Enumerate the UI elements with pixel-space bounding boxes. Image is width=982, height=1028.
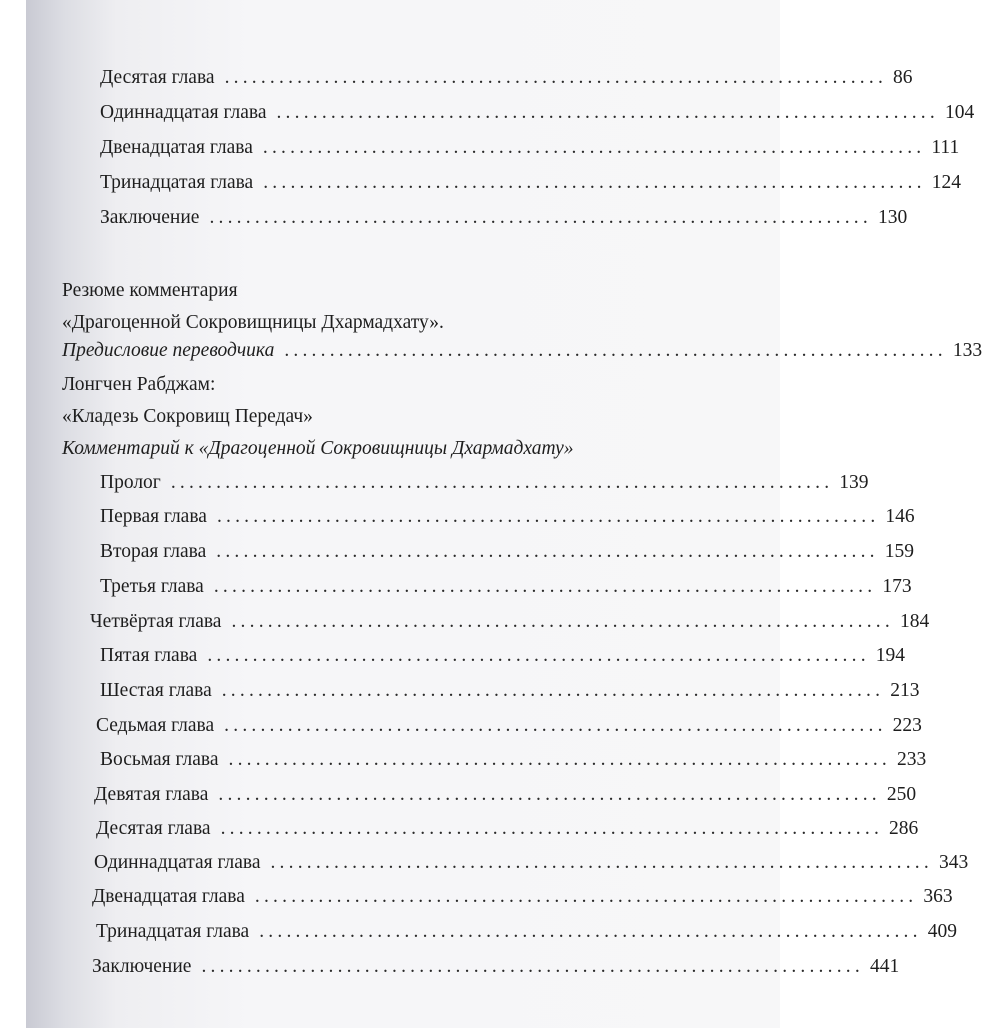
- toc-entry: [100, 576, 912, 606]
- leader-dots: .........................................................................: [213, 576, 877, 597]
- toc-entry: [100, 172, 961, 202]
- toc-entry-page: 86: [893, 67, 913, 88]
- toc-entry: [92, 886, 953, 916]
- toc-entry-page: 159: [884, 541, 915, 562]
- toc-entry-label: Предисловие переводчика: [62, 340, 275, 361]
- toc-entry-label: Заключение: [92, 956, 192, 977]
- leader-dots: .........................................................................: [254, 886, 918, 907]
- toc-entry: [100, 102, 975, 132]
- toc-entry-label: Шестая глава: [100, 680, 212, 701]
- toc-entry-label: Десятая глава: [100, 67, 215, 88]
- toc-entry: [94, 784, 917, 814]
- leader-dots: .........................................................................: [216, 506, 880, 527]
- toc-entry-page: 139: [839, 472, 869, 493]
- leader-dots: .........................................................................: [270, 852, 933, 873]
- toc-entry-page: 250: [886, 784, 917, 805]
- toc-entry: [100, 67, 913, 97]
- toc-entry: [100, 749, 927, 779]
- leader-dots: .........................................................................: [276, 102, 939, 123]
- toc-entry-label: Заключение: [100, 207, 200, 228]
- toc-entry-page: 173: [882, 576, 912, 597]
- toc-entry-label: Одиннадцатая глава: [94, 852, 261, 873]
- toc-entry-label: Седьмая глава: [96, 715, 215, 736]
- toc-entry-label: Девятая глава: [94, 784, 209, 805]
- leader-dots: .........................................................................: [220, 818, 884, 839]
- section-heading: Лонгчен Рабджам:: [62, 374, 216, 395]
- toc-entry-label: Вторая глава: [100, 541, 207, 562]
- toc-entry-label: Первая глава: [100, 506, 207, 527]
- toc-entry-page: 104: [944, 102, 975, 123]
- toc-entry-page: 146: [885, 506, 915, 527]
- toc-entry-page: 213: [890, 680, 920, 701]
- section-subtitle: Комментарий к «Драгоценной Сокровищницы Дхармадхату»: [62, 438, 574, 459]
- leader-dots: .........................................................................: [221, 680, 885, 701]
- leader-dots: .........................................................................: [263, 172, 926, 193]
- toc-entry-page: 233: [896, 749, 927, 770]
- toc-entry: [100, 506, 915, 536]
- toc-entry: [100, 207, 908, 237]
- toc-entry-page: 124: [931, 172, 961, 193]
- section-heading: Резюме комментария: [62, 280, 238, 301]
- toc-entry: [100, 137, 960, 167]
- leader-dots: .........................................................................: [228, 749, 891, 770]
- leader-dots: .........................................................................: [259, 921, 922, 942]
- toc-entry: [100, 645, 906, 675]
- leader-dots: .........................................................................: [262, 137, 926, 158]
- toc-entry-page: 363: [923, 886, 953, 907]
- toc-entry-label: Третья глава: [100, 576, 204, 597]
- toc-entry-page: 441: [869, 956, 900, 977]
- toc-entry-label: Пролог: [100, 472, 161, 493]
- toc-entry-label: Четвёртая глава: [90, 611, 222, 632]
- section-heading: «Драгоценной Сокровищницы Дхармадхату».: [62, 312, 444, 333]
- leader-dots: .........................................................................: [224, 715, 887, 736]
- section-heading: «Кладезь Сокровищ Передач»: [62, 406, 313, 427]
- leader-dots: .........................................................................: [231, 611, 894, 632]
- toc-entry-label: Двенадцатая глава: [100, 137, 253, 158]
- toc-entry: [96, 715, 922, 745]
- leader-dots: .........................................................................: [201, 956, 864, 977]
- toc-entry: [62, 340, 982, 370]
- toc-entry-label: Тринадцатая глава: [100, 172, 254, 193]
- toc-entry: [94, 852, 969, 882]
- toc-entry: [100, 472, 869, 502]
- toc-entry-label: Тринадцатая глава: [96, 921, 250, 942]
- leader-dots: .........................................................................: [209, 207, 872, 228]
- toc-entry: [100, 680, 920, 710]
- leader-dots: .........................................................................: [218, 784, 881, 805]
- toc-entry-label: Десятая глава: [96, 818, 211, 839]
- toc-entry-page: 184: [899, 611, 930, 632]
- toc-entry: [100, 541, 915, 571]
- toc-entry-page: 286: [889, 818, 919, 839]
- toc-entry-page: 409: [927, 921, 957, 942]
- toc-entry-page: 111: [931, 137, 960, 158]
- toc-entry-page: 194: [875, 645, 906, 666]
- toc-entry-label: Пятая глава: [100, 645, 198, 666]
- toc-entry-label: Двенадцатая глава: [92, 886, 245, 907]
- toc-entry: [96, 921, 957, 951]
- leader-dots: .........................................................................: [224, 67, 888, 88]
- toc-entry-label: Одиннадцатая глава: [100, 102, 267, 123]
- leader-dots: .........................................................................: [170, 472, 834, 493]
- toc-entry-page: 343: [938, 852, 969, 873]
- toc-entry: [90, 611, 930, 641]
- leader-dots: .........................................................................: [207, 645, 870, 666]
- toc-entry-page: 130: [877, 207, 908, 228]
- leader-dots: .........................................................................: [216, 541, 879, 562]
- toc-entry: [92, 956, 900, 986]
- leader-dots: .........................................................................: [284, 340, 947, 361]
- toc-entry: [96, 818, 919, 848]
- toc-entry-page: 223: [892, 715, 922, 736]
- page-margin: [0, 0, 26, 1028]
- toc-entry-page: 133: [952, 340, 982, 361]
- toc-entry-label: Восьмая глава: [100, 749, 219, 770]
